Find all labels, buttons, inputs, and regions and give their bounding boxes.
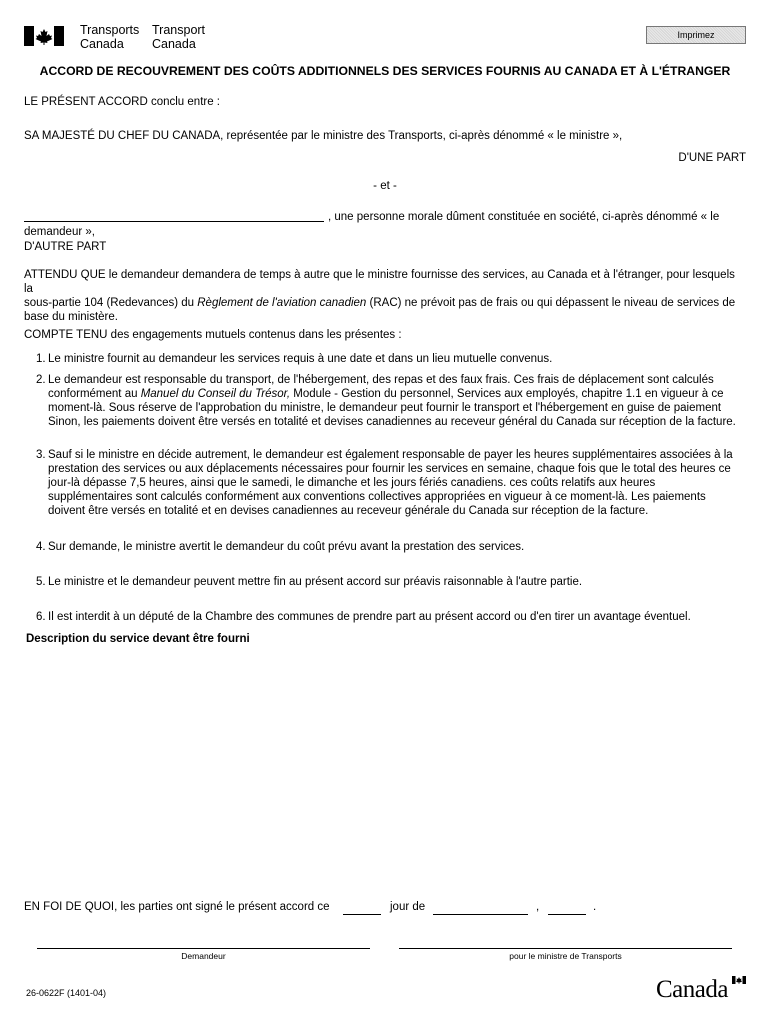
form-number: 26-0622F (1401-04) [26, 988, 107, 998]
comma-separator: , [536, 901, 540, 913]
wordmark-flag-icon [732, 976, 746, 984]
list-item: 2. Le demandeur est responsable du transport, de l'hébergement, des repas et des faux frais. Ces frais de déplacement sont calculés conformément au Manuel du Conseil du Trésor, Module - Gestion du personnel, Services aux employés, chapitre 1.1 en vigueur à ce moment-là. Sous réserve de l'approbation du ministre, le demandeur peut fournir le transport et l'hébergement en guise de paiement Sinon, les paiements doivent être versés en totalité et devises canadiennes au receveur général du Canada sur réception de la facture. [36, 374, 736, 428]
day-field[interactable] [343, 914, 381, 915]
jour-de-label: jour de [390, 901, 426, 913]
department-name-en: Transports Canada [80, 23, 140, 51]
period-separator: . [593, 901, 597, 913]
canada-wordmark: Canada [656, 976, 728, 1003]
department-name-fr: Transport Canada [152, 23, 206, 51]
list-item: 5. Le ministre et le demandeur peuvent mettre fin au présent accord sur préavis raisonnable à l'autre partie. [36, 576, 583, 588]
une-part-label: D'UNE PART [678, 152, 746, 164]
list-item: 1. Le ministre fournit au demandeur les services requis à une date et dans un lieu mutuelle convenus. [36, 353, 553, 365]
document-title: ACCORD DE RECOUVREMENT DES COÛTS ADDITIONNELS DES SERVICES FOURNIS AU CANADA ET À L'ÉTRANGER [39, 64, 731, 78]
print-button[interactable]: Imprimez [646, 26, 746, 44]
attendu-paragraph: ATTENDU QUE le demandeur demandera de temps à autre que le ministre fournisse des services, au Canada et à l'étranger, pour lesquels la sous-partie 104 (Redevances) du Règlement de l'aviation canadien (RAC) ne prévoit pas de frais ou qui dépassent le niveau de services de base du ministère. [24, 269, 736, 323]
party-two-continued: demandeur », [24, 226, 95, 238]
canada-flag-icon [24, 26, 64, 46]
et-separator: - et - [373, 180, 397, 192]
list-item: 4. Sur demande, le ministre avertit le demandeur du coût prévu avant la prestation des services. [36, 541, 525, 553]
description-heading: Description du service devant être fourni [26, 633, 250, 645]
description-field[interactable] [26, 652, 746, 887]
applicant-signature-label: Demandeur [181, 951, 226, 961]
month-field[interactable] [433, 914, 528, 915]
party-two-text: , une personne morale dûment constituée en société, ci-après dénommé « le [328, 211, 720, 223]
applicant-name-field[interactable] [24, 221, 324, 222]
compte-tenu-text: COMPTE TENU des engagements mutuels contenus dans les présentes : [24, 329, 402, 341]
intro-text: LE PRÉSENT ACCORD conclu entre : [24, 96, 220, 108]
applicant-signature-line[interactable] [37, 948, 370, 949]
minister-signature-label: pour le ministre de Transports [509, 951, 622, 961]
list-item: 6. Il est interdit à un député de la Chambre des communes de prendre part au présent accord ou d'en tirer un avantage éventuel. [36, 611, 691, 623]
party-one-text: SA MAJESTÉ DU CHEF DU CANADA, représentée par le ministre des Transports, ci-après dénommé « le ministre », [24, 130, 623, 142]
year-field[interactable] [548, 914, 586, 915]
autre-part-label: D'AUTRE PART [24, 241, 107, 253]
list-item: 3. Sauf si le ministre en décide autrement, le demandeur est également responsable de payer les heures supplémentaires associées à la prestation des services ou aux déplacements nécessaires pour fournir les services en semaine, chaque fois que le total des heures ce jour-là dépasse 7,5 heures, ainsi que le samedi, le dimanche et les jours fériés canadiens. ces coûts relatifs aux heures supplémentaires sont calculés conformément aux conventions collectives appropriées en vigueur à ce moment-là. Les paiements doivent être versés en totalité et en devises canadiennes au receveur générale du Canada sur réception de la facture. [36, 449, 733, 517]
en-foi-text: EN FOI DE QUOI, les parties ont signé le présent accord ce [24, 901, 330, 913]
minister-signature-line[interactable] [399, 948, 732, 949]
